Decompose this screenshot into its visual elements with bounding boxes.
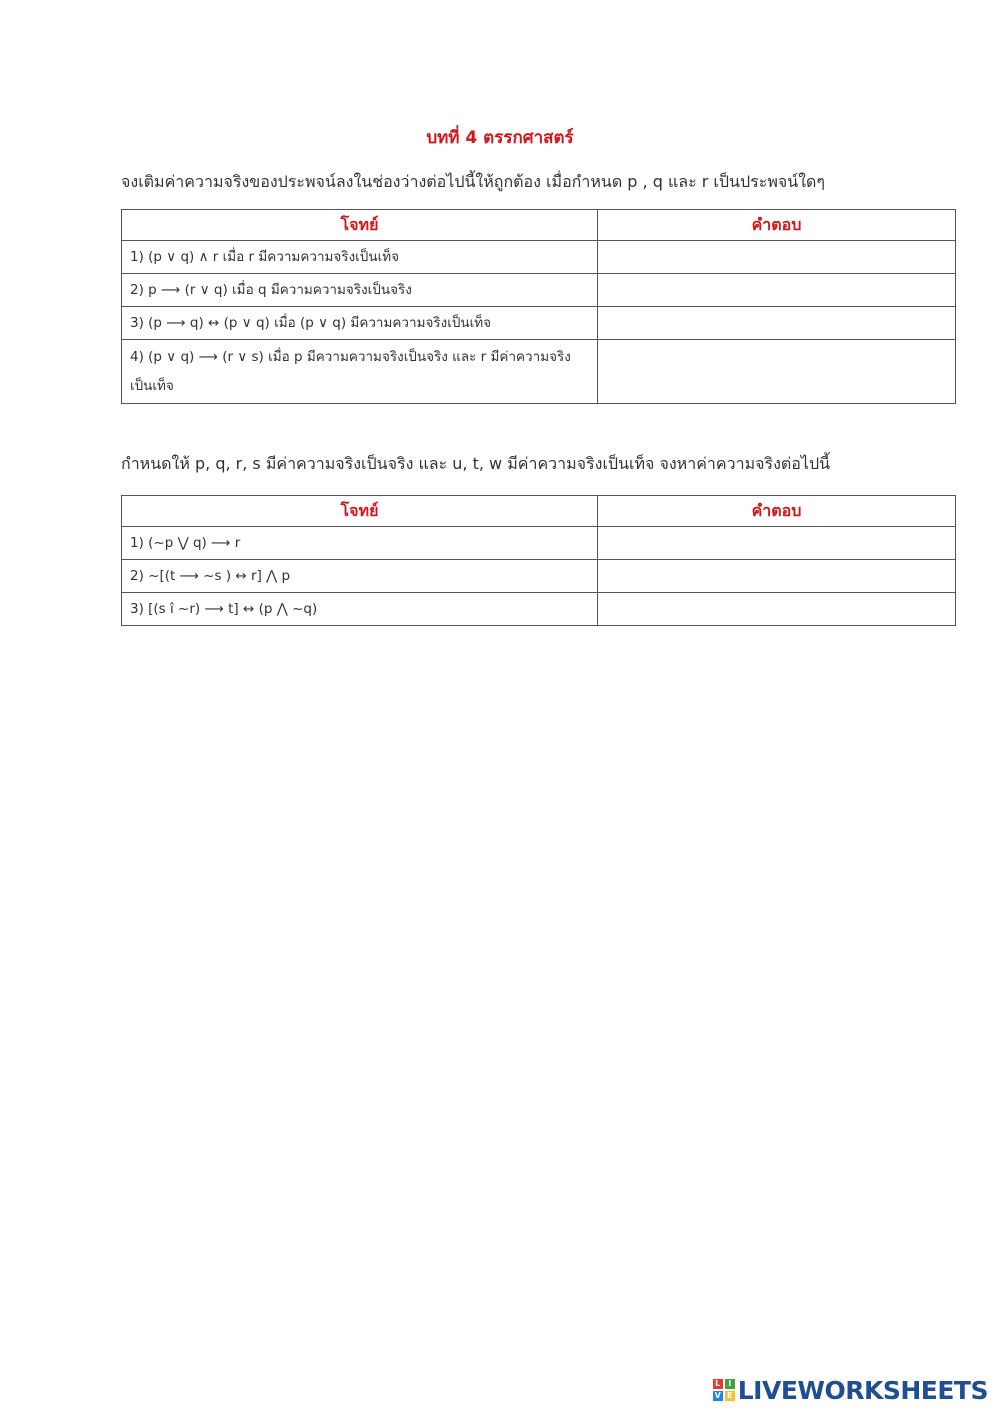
table-row: [122, 241, 956, 274]
truth-value-table-1: [121, 209, 956, 404]
answer-field[interactable]: [598, 340, 956, 404]
logo-letter: E: [725, 1391, 735, 1401]
answer-field[interactable]: [598, 274, 956, 307]
question-cell: 1) (~p ⋁ q) ⟶ r: [122, 527, 598, 560]
logo-text: LIVEWORKSHEETS: [737, 1375, 988, 1405]
table-row: [122, 307, 956, 340]
question-cell: 2) ~[(t ⟶ ~s ) ↔ r] ⋀ p: [122, 560, 598, 593]
logo-letter: I: [725, 1379, 735, 1389]
question-cell: 3) [(s î ~r) ⟶ t] ↔ (p ⋀ ~q): [122, 593, 598, 626]
answer-header: คำตอบ: [598, 496, 956, 527]
question-header: โจทย์: [122, 496, 598, 527]
liveworksheets-logo: [713, 1375, 988, 1405]
table-row: [122, 527, 956, 560]
logo-mark-icon: [713, 1379, 735, 1401]
table-row: [122, 340, 956, 404]
section1-instruction: จงเติมค่าความจริงของประพจน์ลงในช่องว่างต่อไปนี้ให้ถูกต้อง เมื่อกำหนด p , q และ r เป็นประพจน์ใดๆ: [121, 172, 825, 191]
question-cell: 4) (p ∨ q) ⟶ (r ∨ s) เมื่อ p มีความความจริงเป็นจริง และ r มีค่าความจริงเป็นเท็จ: [122, 340, 598, 404]
worksheet-title: บทที่ 4 ตรรกศาสตร์: [426, 128, 574, 148]
question-cell: 1) (p ∨ q) ∧ r เมื่อ r มีความความจริงเป็นเท็จ: [122, 241, 598, 274]
answer-field[interactable]: [598, 593, 956, 626]
truth-value-table-2: [121, 495, 956, 626]
table-row: [122, 593, 956, 626]
question-header: โจทย์: [122, 210, 598, 241]
table-row: [122, 560, 956, 593]
answer-field[interactable]: [598, 241, 956, 274]
answer-header: คำตอบ: [598, 210, 956, 241]
question-cell: 3) (p ⟶ q) ↔ (p ∨ q) เมื่อ (p ∨ q) มีความความจริงเป็นเท็จ: [122, 307, 598, 340]
section2-instruction: กำหนดให้ p, q, r, s มีค่าความจริงเป็นจริง และ u, t, w มีค่าความจริงเป็นเท็จ จงหาค่าความจริงต่อไปนี้: [121, 454, 831, 473]
table-row: [122, 274, 956, 307]
answer-field[interactable]: [598, 307, 956, 340]
logo-letter: V: [714, 1391, 721, 1400]
question-cell: 2) p ⟶ (r ∨ q) เมื่อ q มีความความจริงเป็นจริง: [122, 274, 598, 307]
answer-field[interactable]: [598, 560, 956, 593]
logo-letter: L: [713, 1379, 723, 1389]
answer-field[interactable]: [598, 527, 956, 560]
